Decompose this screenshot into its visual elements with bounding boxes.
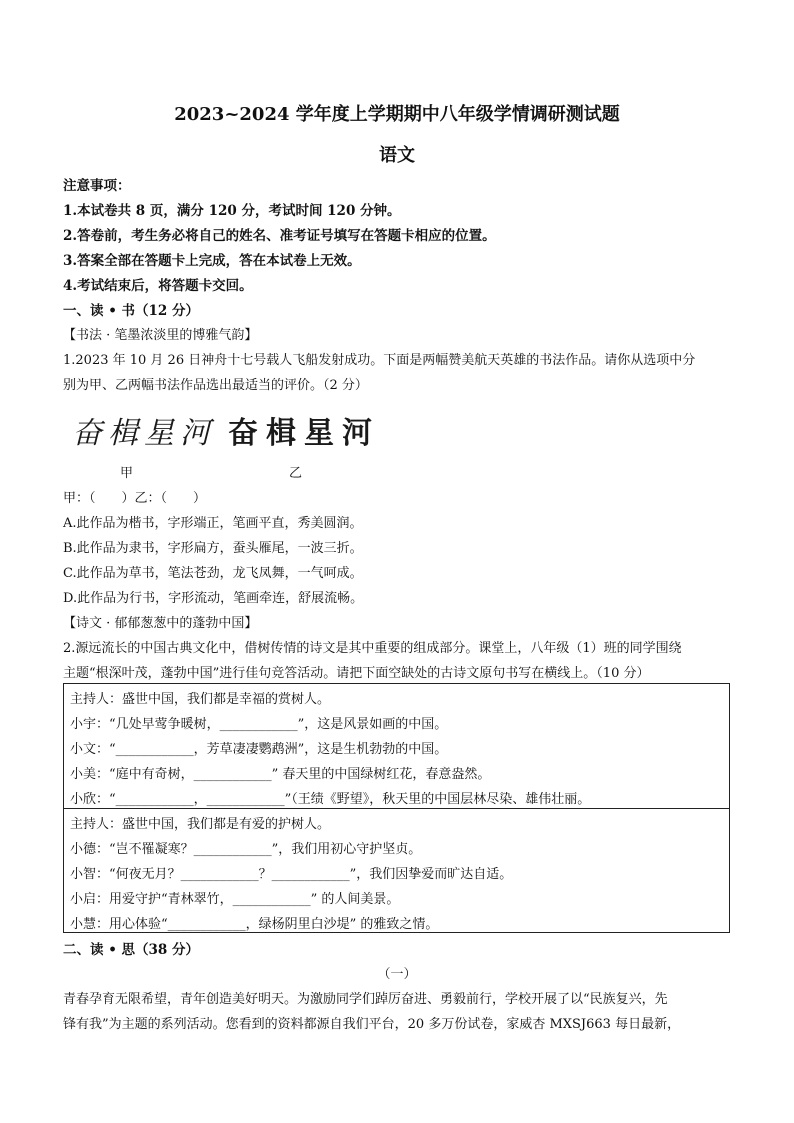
- part-one-label: （一）: [377, 967, 417, 982]
- calligraphy-work-b: 奋楫星河: [228, 416, 380, 451]
- q1-answer-line: 甲：（ ）乙：（ ）: [63, 491, 207, 506]
- box2-line-2: 小德：“岂不罹凝寒？____________”，我们用初心守护坚贞。: [70, 842, 422, 857]
- note-item-1: 1.本试卷共 8 页，满分 120 分，考试时间 120 分钟。: [63, 203, 401, 219]
- box1-line-2: 小宇：“几处早莺争暖树，____________”，这是风景如画的中国。: [70, 717, 448, 732]
- option-d: D.此作品为行书，字形流动，笔画牵连，舒展流畅。: [63, 591, 364, 606]
- q2-text-line1: 2.源远流长的中国古典文化中，借树传情的诗文是其中重要的组成部分。课堂上，八年级（1）班的同学围绕: [63, 641, 682, 656]
- note-item-4: 4.考试结束后，将答题卡交回。: [63, 278, 253, 294]
- box2-line-3: 小智：“何夜无月？____________？____________”，我们因挚爱而旷达自适。: [70, 867, 513, 882]
- option-b: B.此作品为隶书，字形扁方，蚕头雁尾，一波三折。: [63, 541, 363, 556]
- option-a: A.此作品为楷书，字形端正，笔画平直，秀美圆润。: [63, 516, 363, 531]
- calligraphy-work-a: 奋楫星河: [72, 416, 216, 451]
- box1-line-1: 主持人：盛世中国，我们都是幸福的赏树人。: [70, 692, 331, 707]
- calligraphy-label-a: 甲: [120, 466, 134, 481]
- q2-text-line2: 主题“根深叶茂，蓬勃中国”进行佳句竞答活动。请把下面空缺处的古诗文原句书写在横线上。（10 分）: [63, 666, 650, 681]
- q1-text-line1: 1.2023 年 10 月 26 日神舟十七号载人飞船发射成功。下面是两幅赞美航天英雄的书法作品。请你从选项中分: [63, 353, 696, 368]
- section2-para-line2: 锋有我”为主题的系列活动。您看到的资料都源自我们平台，20 多万份试卷，家威杏 MXSJ663 每日最新，: [63, 1017, 681, 1032]
- section2-para-line1: 青春孕育无限希望，青年创造美好明天。为激励同学们踔厉奋进、勇毅前行，学校开展了以“民族复兴，先: [63, 992, 668, 1007]
- subsection-calligraphy: 【书法 · 笔墨浓淡里的博雅气韵】: [63, 328, 258, 343]
- subsection-poetry: 【诗文 · 郁郁葱葱中的蓬勃中国】: [63, 616, 258, 631]
- box2-line-4: 小启：用爱守护“青林翠竹，____________” 的人间美景。: [70, 892, 400, 907]
- note-item-2: 2.答卷前，考生务必将自己的姓名、准考证号填写在答题卡相应的位置。: [63, 228, 496, 244]
- subject-title: 语文: [379, 145, 415, 166]
- calligraphy-label-b: 乙: [289, 466, 303, 481]
- box1-line-4: 小美：“庭中有奇树，____________” 春天里的中国绿树红花，春意盎然。: [70, 767, 491, 782]
- note-item-3: 3.答案全部在答题卡上完成，答在本试卷上无效。: [63, 253, 361, 269]
- box1-line-3: 小文：“____________，芳草凄凄鹦鹉洲”，这是生机勃勃的中国。: [70, 742, 448, 757]
- section2-heading: 二、读 • 思（38 分）: [63, 942, 200, 958]
- notes-heading: 注意事项：: [63, 178, 131, 194]
- box1-line-5: 小欣：“____________，____________”（王绩《野望》，秋天里的中国层林尽染、雄伟壮丽。: [70, 792, 591, 807]
- option-c: C.此作品为草书，笔法苍劲，龙飞凤舞，一气呵成。: [63, 566, 363, 581]
- box2-line-5: 小慧：用心体验“____________，绿杨阴里白沙堤” 的雅致之情。: [70, 917, 439, 932]
- q1-text-line2: 别为甲、乙两幅书法作品选出最适当的评价。（2 分）: [63, 378, 368, 393]
- exam-title: 2023~2024 学年度上学期期中八年级学情调研测试题: [174, 104, 620, 125]
- section1-heading: 一、读 • 书（12 分）: [63, 303, 200, 319]
- box2-line-1: 主持人：盛世中国，我们都是有爱的护树人。: [70, 817, 331, 832]
